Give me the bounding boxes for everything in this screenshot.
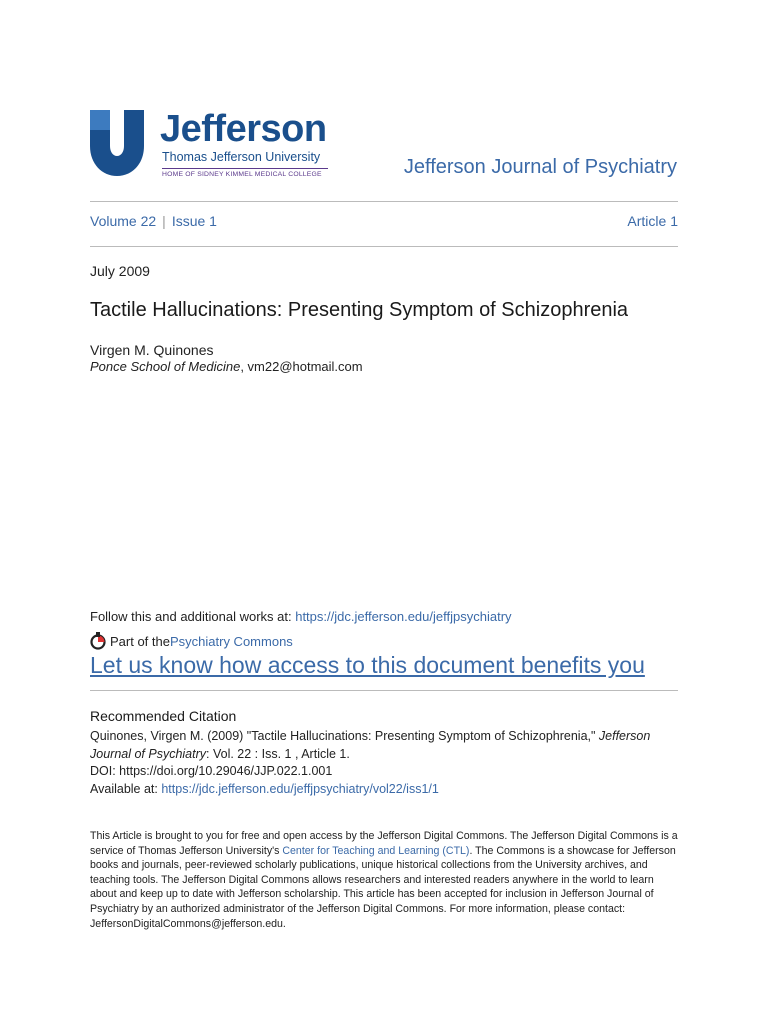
available-prefix: Available at: — [90, 781, 162, 796]
logo-name: Jefferson — [160, 108, 327, 150]
recommended-citation-heading: Recommended Citation — [90, 708, 237, 724]
follow-url-link[interactable]: https://jdc.jefferson.edu/jeffjpsychiatry — [295, 609, 512, 624]
logo-college: HOME OF SIDNEY KIMMEL MEDICAL COLLEGE — [162, 171, 322, 178]
citation-block — [90, 728, 680, 798]
author-email: , vm22@hotmail.com — [240, 359, 363, 374]
citation-journal: Jefferson Journal of Psychiatry — [90, 729, 651, 761]
issue-bar — [90, 213, 678, 229]
footer-notice — [90, 829, 680, 931]
author-name: Virgen M. Quinones — [90, 342, 214, 358]
issue-link[interactable]: Issue 1 — [171, 213, 217, 229]
header-divider — [90, 201, 678, 202]
issue-divider — [90, 246, 678, 247]
bepress-network-icon — [90, 632, 106, 650]
follow-prefix: Follow this and additional works at: — [90, 609, 296, 624]
footer-part1: This Article is brought to you for free and open access by the Jefferson Digital Commons. The Jefferson Digital Commons is a service of Thomas Jefferson University's — [90, 830, 678, 857]
author-affiliation — [90, 359, 363, 374]
benefit-feedback-link[interactable]: Let us know how access to this document benefits you — [90, 652, 645, 678]
citation-divider — [90, 690, 678, 691]
ctl-link[interactable]: Center for Teaching and Learning (CTL) — [282, 844, 470, 857]
jefferson-logo — [90, 108, 340, 184]
volume-link[interactable]: Volume 22 — [90, 213, 157, 229]
citation-main: Quinones, Virgen M. (2009) "Tactile Hallucinations: Presenting Symptom of Schizophrenia," — [90, 729, 599, 743]
journal-title-link[interactable]: Jefferson Journal of Psychiatry — [403, 156, 677, 178]
part-of-line — [90, 632, 293, 650]
article-title: Tactile Hallucinations: Presenting Symptom of Schizophrenia — [90, 299, 629, 321]
jefferson-shield-icon — [90, 110, 144, 176]
issue-separator: | — [162, 213, 166, 229]
psychiatry-commons-link[interactable]: Psychiatry Commons — [169, 633, 293, 649]
available-url-link[interactable]: https://jdc.jefferson.edu/jeffjpsychiatry/vol22/iss1/1 — [161, 781, 439, 796]
follow-line — [90, 609, 512, 624]
part-prefix: Part of the — [110, 633, 170, 649]
citation-doi: DOI: https://doi.org/10.29046/JJP.022.1.001 — [90, 764, 333, 778]
publication-date: July 2009 — [90, 263, 150, 279]
logo-subtitle: Thomas Jefferson University — [162, 150, 321, 164]
article-link[interactable]: Article 1 — [627, 213, 678, 229]
footer-part2: . The Commons is a showcase for Jefferson books and journals, peer-reviewed scholarly publications, unique historical collections from the University archives, and teaching tools. The Jefferson Digital Commons allows researchers and interested readers anywhere in the world to learn about and keep up to date with Jefferson scholarship. This article has been accepted for inclusion in Jefferson Journal of Psychiatry by an authorized administrator of the Jefferson Digital Commons. For more information, please contact: JeffersonDigitalCommons@jefferson.edu. — [90, 844, 676, 930]
logo-divider — [162, 168, 328, 169]
author-institution: Ponce School of Medicine — [90, 359, 241, 374]
citation-tail: : Vol. 22 : Iss. 1 , Article 1. — [206, 746, 350, 761]
